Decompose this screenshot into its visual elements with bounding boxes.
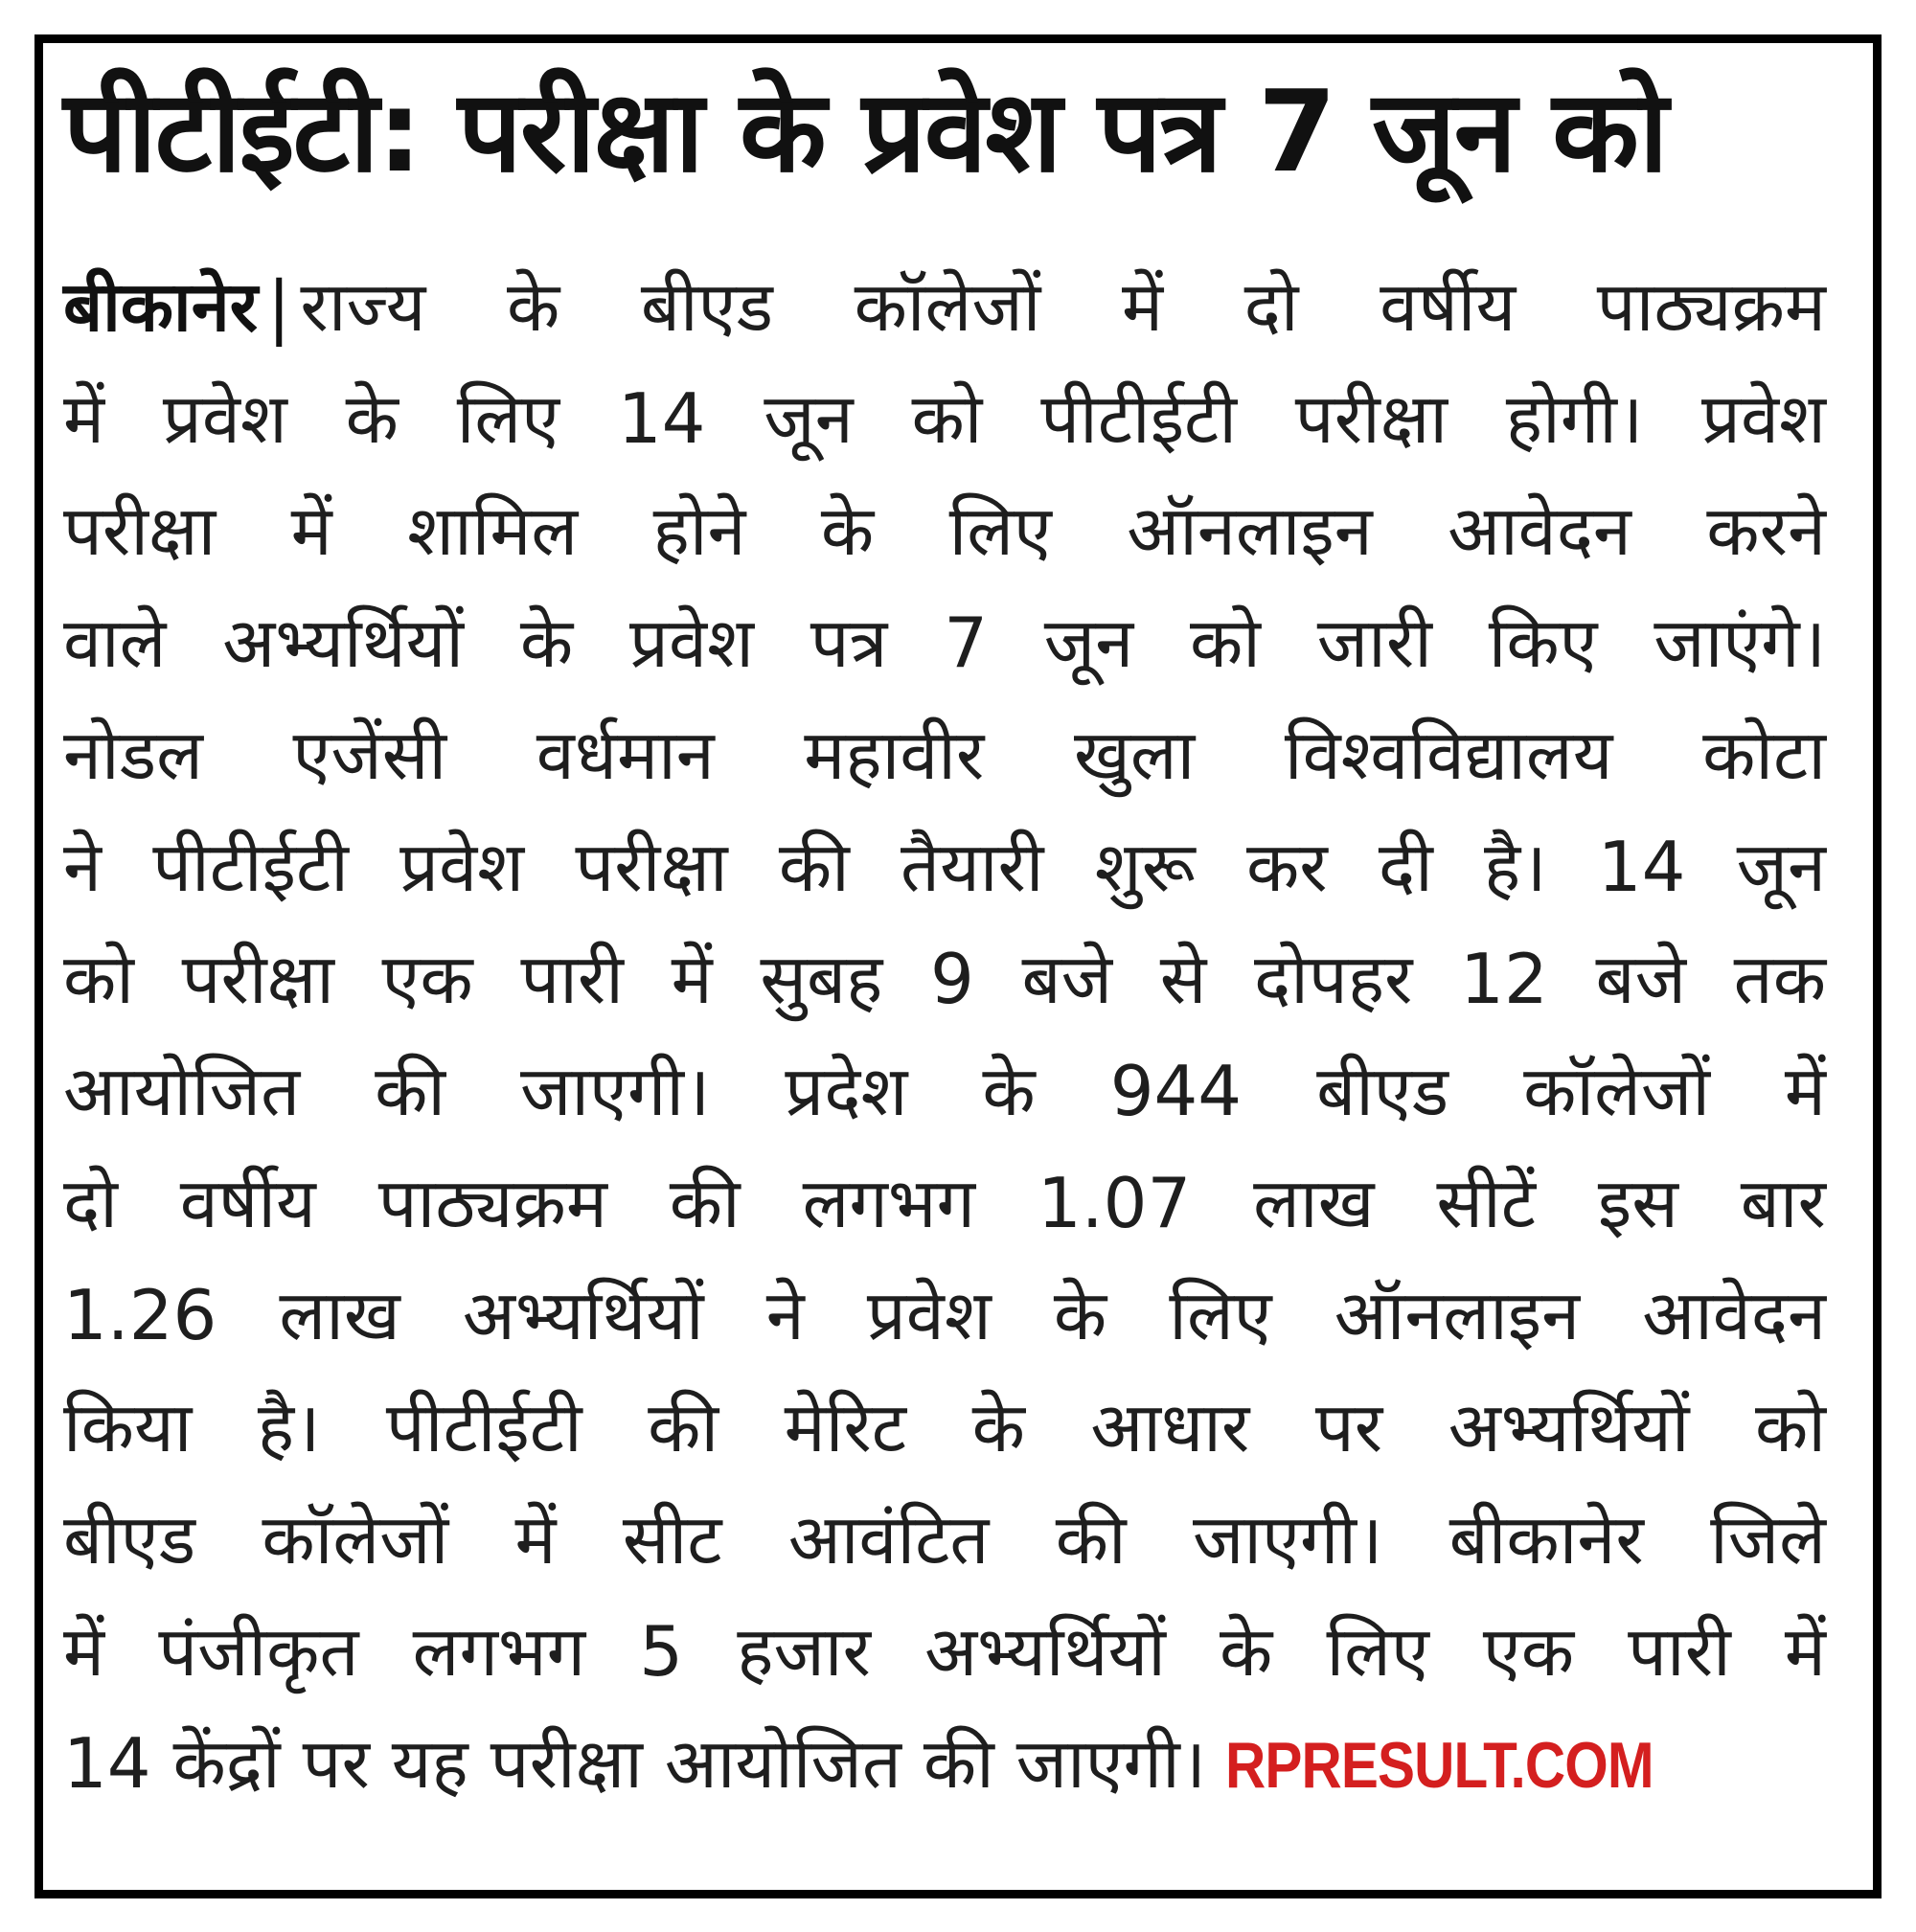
dateline: बीकानेर [63,266,259,347]
article-body [63,251,1826,1820]
watermark-text: RPRESULT.COM [1225,1729,1654,1802]
article-line-1-text: राज्य के बीएड कॉलेजों में दो वर्षीय पाठ्यक्रम [300,266,1826,347]
article-line-14 [63,1708,1826,1820]
article-line-10: 1.26 लाख अभ्यर्थियों ने प्रवेश के लिए ऑनलाइन आवेदन [63,1275,1826,1355]
article-line-3: परीक्षा में शामिल होने के लिए ऑनलाइन आवेदन करने [63,490,1826,571]
article-line-4: वाले अभ्यर्थियों के प्रवेश पत्र 7 जून को जारी किए जाएंगे। [63,602,1826,683]
article-line-6: ने पीटीईटी प्रवेश परीक्षा की तैयारी शुरू कर दी है। 14 जून [63,827,1826,907]
article-line-9: दो वर्षीय पाठ्यक्रम की लगभग 1.07 लाख सीटें इस बार [63,1163,1826,1243]
headline: पीटीईटी: परीक्षा के प्रवेश पत्र 7 जून को [63,65,1667,197]
article-line-13: में पंजीकृत लगभग 5 हजार अभ्यर्थियों के लिए एक पारी में [63,1611,1826,1692]
article-line-8: आयोजित की जाएगी। प्रदेश के 944 बीएड कॉलेजों में [63,1051,1826,1131]
dateline-separator: | [267,266,291,347]
article-line-12: बीएड कॉलेजों में सीट आवंटित की जाएगी। बीकानेर जिले [63,1499,1826,1580]
article-line-1 [63,251,1826,363]
article-line-5: नोडल एजेंसी वर्धमान महावीर खुला विश्वविद्यालय कोटा [63,715,1826,795]
article-line-2: में प्रवेश के लिए 14 जून को पीटीईटी परीक्षा होगी। प्रवेश [63,378,1826,459]
article-line-14-text: 14 केंद्रों पर यह परीक्षा आयोजित की जाएगी। [63,1723,1207,1804]
article-line-11: किया है। पीटीईटी की मेरिट के आधार पर अभ्यर्थियों को [63,1387,1826,1467]
article-line-7: को परीक्षा एक पारी में सुबह 9 बजे से दोपहर 12 बजे तक [63,939,1826,1019]
